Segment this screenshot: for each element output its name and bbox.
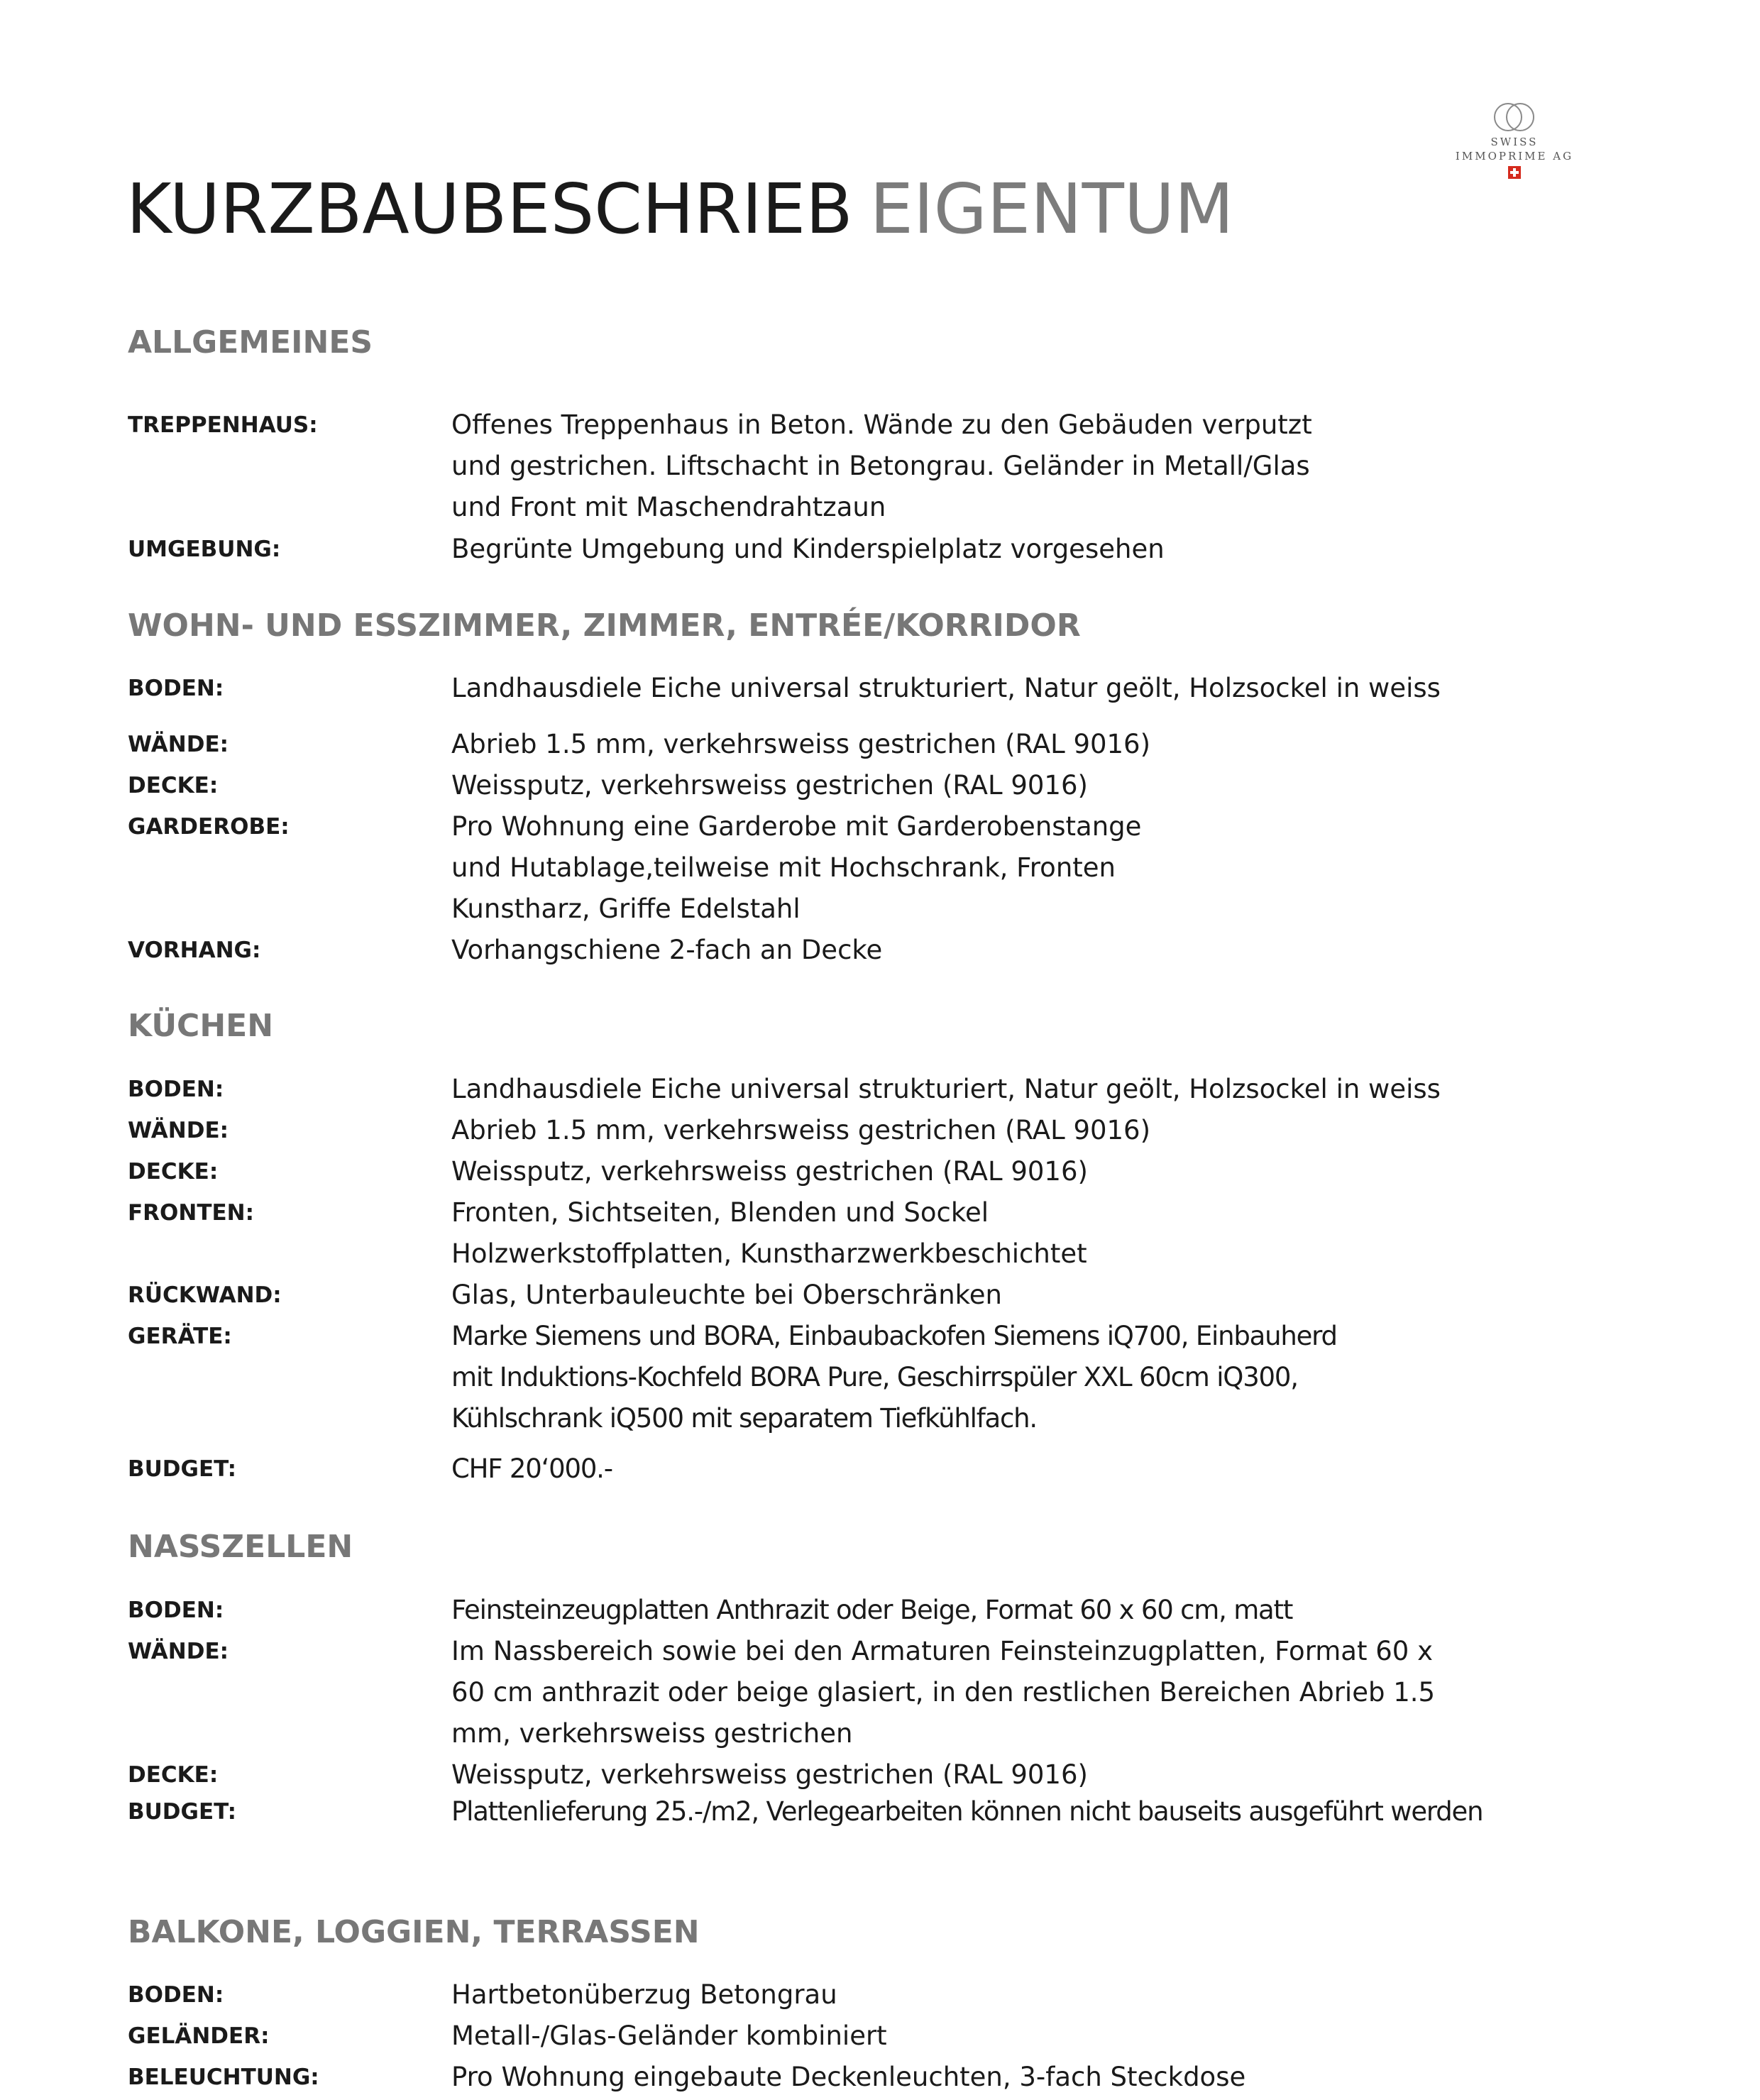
spec-label: WÄNDE: bbox=[128, 732, 229, 757]
spec-value-line: Weissputz, verkehrsweiss gestrichen (RAL 9016) bbox=[451, 1759, 1088, 1790]
spec-value bbox=[451, 1754, 1088, 1796]
spec-value bbox=[451, 1151, 1088, 1192]
section-heading-kuechen: KÜCHEN bbox=[128, 1008, 274, 1044]
spec-value-line: CHF 20‘000.- bbox=[451, 1453, 612, 1484]
spec-value-line: Landhausdiele Eiche universal strukturiert, Natur geölt, Holzsockel in weiss bbox=[451, 673, 1441, 703]
spec-value-line: Pro Wohnung eine Garderobe mit Garderobenstange bbox=[451, 811, 1142, 842]
spec-label: BODEN: bbox=[128, 1598, 224, 1623]
spec-value bbox=[451, 724, 1150, 765]
spec-value bbox=[451, 529, 1165, 570]
spec-label: DECKE: bbox=[128, 1762, 219, 1788]
spec-label: GELÄNDER: bbox=[128, 2023, 270, 2049]
spec-value-line: und gestrichen. Liftschacht in Betongrau. Geländer in Metall/Glas bbox=[451, 451, 1310, 481]
spec-value bbox=[451, 1631, 1435, 1754]
spec-value-line: Glas, Unterbauleuchte bei Oberschränken bbox=[451, 1280, 1002, 1310]
spec-label: BUDGET: bbox=[128, 1456, 237, 1482]
spec-label: DECKE: bbox=[128, 1159, 219, 1184]
spec-value-line: und Front mit Maschendrahtzaun bbox=[451, 492, 886, 522]
spec-value-line: und Hutablage,teilweise mit Hochschrank, Fronten bbox=[451, 852, 1116, 883]
spec-value bbox=[451, 1590, 1292, 1631]
spec-label: WÄNDE: bbox=[128, 1639, 229, 1664]
spec-value-line: Fronten, Sichtseiten, Blenden und Sockel bbox=[451, 1197, 989, 1228]
spec-label: BODEN: bbox=[128, 1077, 224, 1102]
spec-label: GERÄTE: bbox=[128, 1324, 232, 1349]
spec-label: FRONTEN: bbox=[128, 1200, 255, 1226]
page-title bbox=[126, 167, 1234, 252]
spec-value bbox=[451, 765, 1088, 806]
spec-value bbox=[451, 1275, 1002, 1316]
spec-label: RÜCKWAND: bbox=[128, 1282, 282, 1308]
spec-value-line: Abrieb 1.5 mm, verkehrsweiss gestrichen (RAL 9016) bbox=[451, 1115, 1151, 1145]
spec-label: GARDEROBE: bbox=[128, 814, 290, 840]
section-heading-allgemeines: ALLGEMEINES bbox=[128, 324, 373, 361]
spec-value-line: Pro Wohnung eingebaute Deckenleuchten, 3-fach Steckdose bbox=[451, 2062, 1246, 2092]
spec-label: BODEN: bbox=[128, 676, 224, 701]
spec-value bbox=[451, 1316, 1337, 1439]
spec-value-line: Kühlschrank iQ500 mit separatem Tiefkühlfach. bbox=[451, 1403, 1037, 1434]
spec-label: UMGEBUNG: bbox=[128, 537, 281, 562]
spec-value bbox=[451, 1192, 1087, 1275]
spec-value-line: Hartbetonüberzug Betongrau bbox=[451, 1979, 837, 2010]
spec-value-line: mm, verkehrsweiss gestrichen bbox=[451, 1718, 853, 1749]
spec-label: VORHANG: bbox=[128, 938, 261, 963]
spec-label: BUDGET: bbox=[128, 1799, 237, 1825]
spec-label: BODEN: bbox=[128, 1982, 224, 2008]
spec-value bbox=[451, 2057, 1245, 2098]
section-heading-nasszellen: NASSZELLEN bbox=[128, 1529, 353, 1565]
spec-value bbox=[451, 668, 1441, 709]
section-heading-wohnen: WOHN- UND ESSZIMMER, ZIMMER, ENTRÉE/KORRIDOR bbox=[128, 608, 1081, 644]
spec-label: DECKE: bbox=[128, 773, 219, 798]
spec-value bbox=[451, 1974, 837, 2016]
spec-value bbox=[451, 930, 882, 971]
spec-value bbox=[451, 405, 1312, 528]
spec-value-line: 60 cm anthrazit oder beige glasiert, in den restlichen Bereichen Abrieb 1.5 bbox=[451, 1677, 1436, 1708]
spec-value bbox=[451, 1448, 612, 1490]
logo-rings-icon bbox=[1489, 99, 1540, 135]
spec-value-line: Landhausdiele Eiche universal strukturiert, Natur geölt, Holzsockel in weiss bbox=[451, 1074, 1441, 1104]
company-logo bbox=[1443, 99, 1585, 179]
spec-value-line: Plattenlieferung 25.-/m2, Verlegearbeiten können nicht bauseits ausgeführt werden bbox=[451, 1796, 1483, 1827]
spec-label: TREPPENHAUS: bbox=[128, 412, 318, 438]
spec-value-line: Kunstharz, Griffe Edelstahl bbox=[451, 894, 801, 924]
logo-line-1: SWISS bbox=[1490, 136, 1539, 148]
spec-value-line: mit Induktions-Kochfeld BORA Pure, Geschirrspüler XXL 60cm iQ300, bbox=[451, 1362, 1298, 1392]
spec-value-line: Metall-/Glas-Geländer kombiniert bbox=[451, 2021, 887, 2051]
swiss-flag-icon bbox=[1508, 166, 1521, 179]
spec-value-line: Offenes Treppenhaus in Beton. Wände zu den Gebäuden verputzt bbox=[451, 409, 1312, 440]
spec-value-line: Weissputz, verkehrsweiss gestrichen (RAL 9016) bbox=[451, 1156, 1088, 1187]
title-sub: EIGENTUM bbox=[869, 169, 1234, 249]
section-heading-balkone: BALKONE, LOGGIEN, TERRASSEN bbox=[128, 1914, 700, 1950]
title-main: KURZBAUBESCHRIEB bbox=[126, 169, 853, 249]
spec-value-line: Feinsteinzeugplatten Anthrazit oder Beige, Format 60 x 60 cm, matt bbox=[451, 1595, 1293, 1625]
spec-value bbox=[451, 1791, 1483, 1832]
spec-value-line: Vorhangschiene 2-fach an Decke bbox=[451, 935, 883, 965]
spec-value-line: Holzwerkstoffplatten, Kunstharzwerkbeschichtet bbox=[451, 1238, 1087, 1269]
spec-label: WÄNDE: bbox=[128, 1118, 229, 1143]
spec-value bbox=[451, 806, 1141, 930]
spec-value-line: Weissputz, verkehrsweiss gestrichen (RAL 9016) bbox=[451, 770, 1088, 801]
spec-value-line: Begrünte Umgebung und Kinderspielplatz vorgesehen bbox=[451, 534, 1165, 564]
spec-value-line: Abrieb 1.5 mm, verkehrsweiss gestrichen (RAL 9016) bbox=[451, 729, 1151, 759]
spec-value bbox=[451, 2016, 887, 2057]
logo-line-2: IMMOPRIME AG bbox=[1455, 150, 1574, 163]
spec-value bbox=[451, 1069, 1441, 1110]
spec-value bbox=[451, 1110, 1150, 1151]
spec-label: BELEUCHTUNG: bbox=[128, 2065, 319, 2090]
spec-value-line: Im Nassbereich sowie bei den Armaturen Feinsteinzugplatten, Format 60 x bbox=[451, 1636, 1433, 1666]
spec-value-line: Marke Siemens und BORA, Einbaubackofen Siemens iQ700, Einbauherd bbox=[451, 1321, 1337, 1351]
